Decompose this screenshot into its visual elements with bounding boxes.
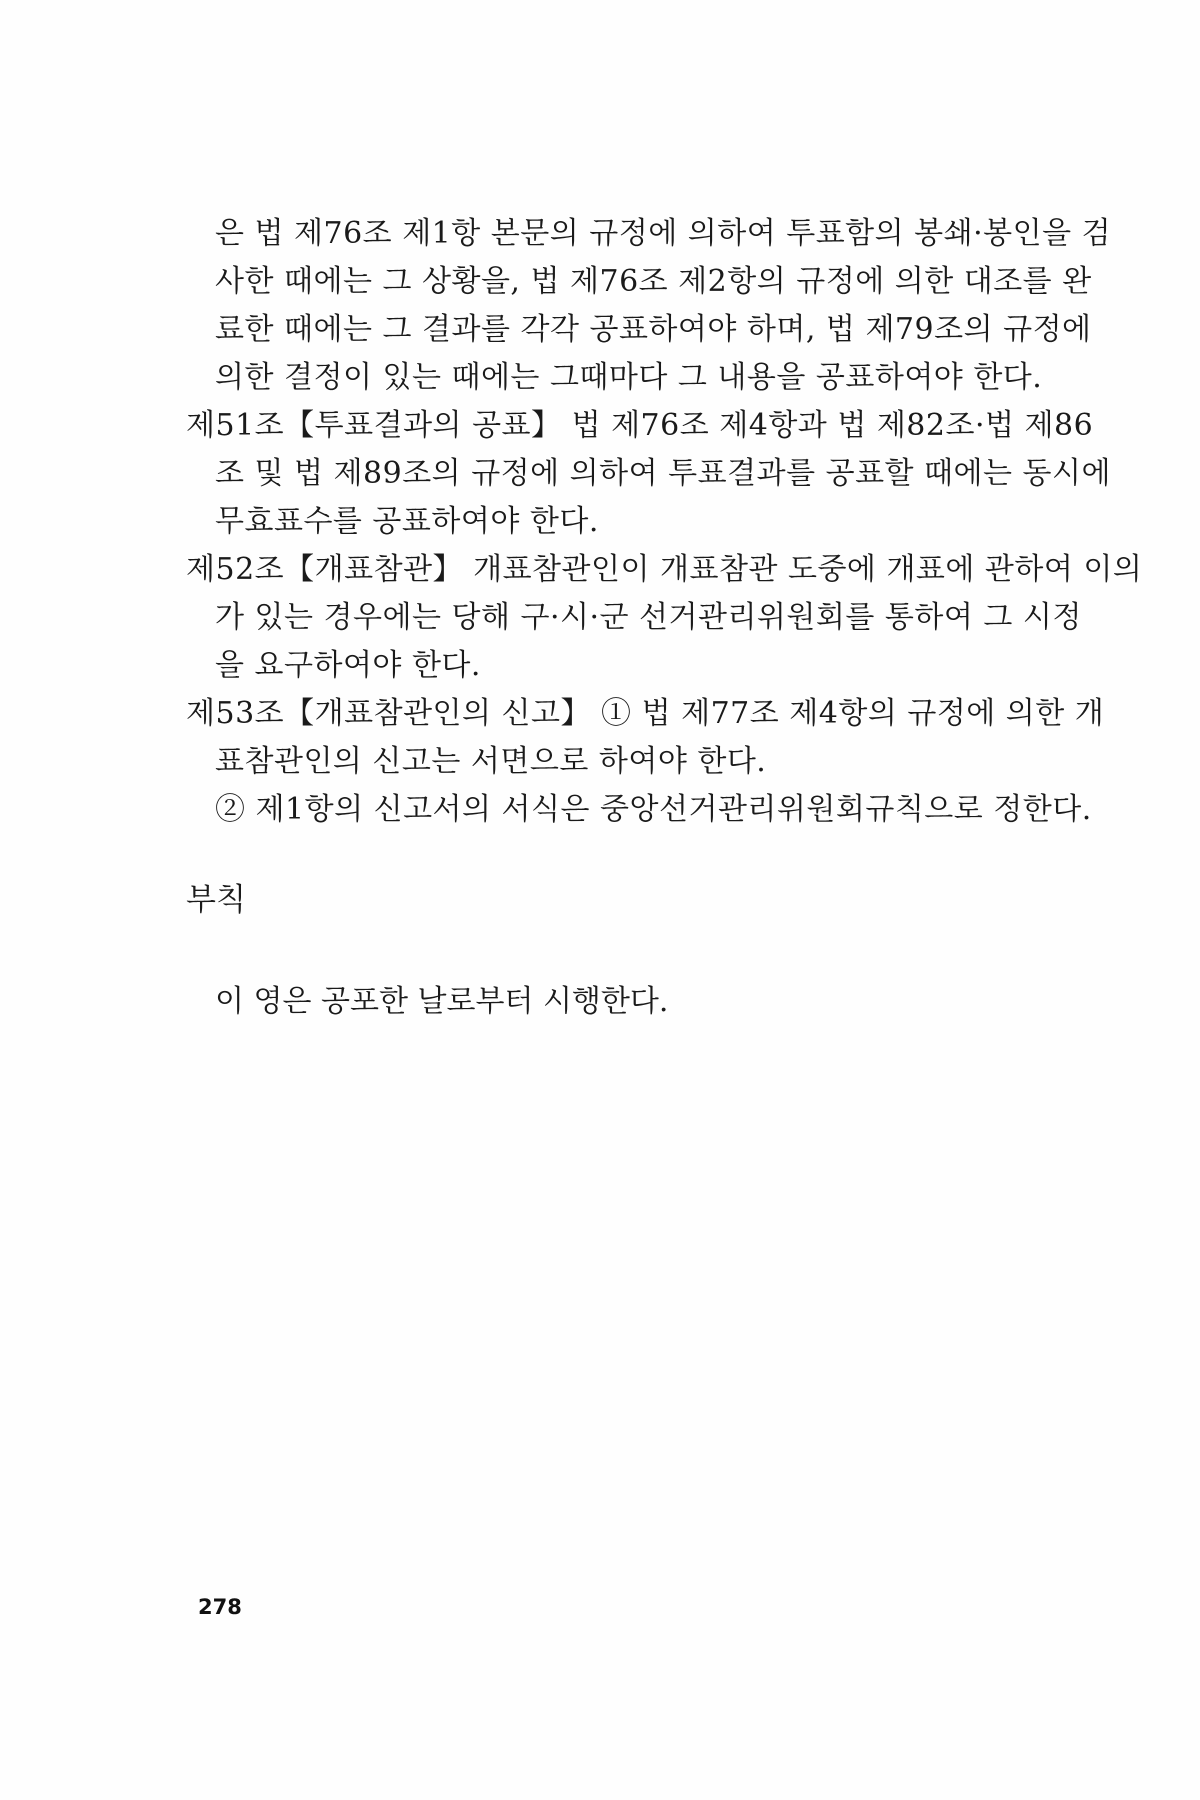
article-51-heading-line: 제51조【투표결과의 공표】 법 제76조 제4항과 법 제82조·법 제86 <box>186 408 1094 443</box>
body-line: 표참관인의 신고는 서면으로 하여야 한다. <box>215 744 767 779</box>
article-53-heading-line: 제53조【개표참관인의 신고】 ① 법 제77조 제4항의 규정에 의한 개 <box>186 696 1105 731</box>
body-line: 가 있는 경우에는 당해 구·시·군 선거관리위원회를 통하여 그 시정 <box>215 600 1082 635</box>
body-line: 의한 결정이 있는 때에는 그때마다 그 내용을 공표하여야 한다. <box>215 360 1043 395</box>
article-52-heading-line: 제52조【개표참관】 개표참관인이 개표참관 도중에 개표에 관하여 이의 <box>186 552 1143 587</box>
body-line: ② 제1항의 신고서의 서식은 중앙선거관리위원회규칙으로 정한다. <box>215 792 1092 827</box>
addendum-text: 이 영은 공포한 날로부터 시행한다. <box>215 984 669 1019</box>
page-number: 278 <box>198 1595 242 1619</box>
addendum-heading: 부칙 <box>186 882 246 918</box>
body-line: 사한 때에는 그 상황을, 법 제76조 제2항의 규정에 의한 대조를 완 <box>215 264 1092 299</box>
article-text-block <box>186 210 1143 834</box>
body-line: 조 및 법 제89조의 규정에 의하여 투표결과를 공표할 때에는 동시에 <box>215 456 1111 491</box>
body-line: 료한 때에는 그 결과를 각각 공표하여야 하며, 법 제79조의 규정에 <box>215 312 1092 347</box>
body-line: 을 요구하여야 한다. <box>215 648 481 683</box>
body-line: 은 법 제76조 제1항 본문의 규정에 의하여 투표함의 봉쇄·봉인을 검 <box>215 216 1112 251</box>
body-line: 무효표수를 공표하여야 한다. <box>215 504 599 539</box>
